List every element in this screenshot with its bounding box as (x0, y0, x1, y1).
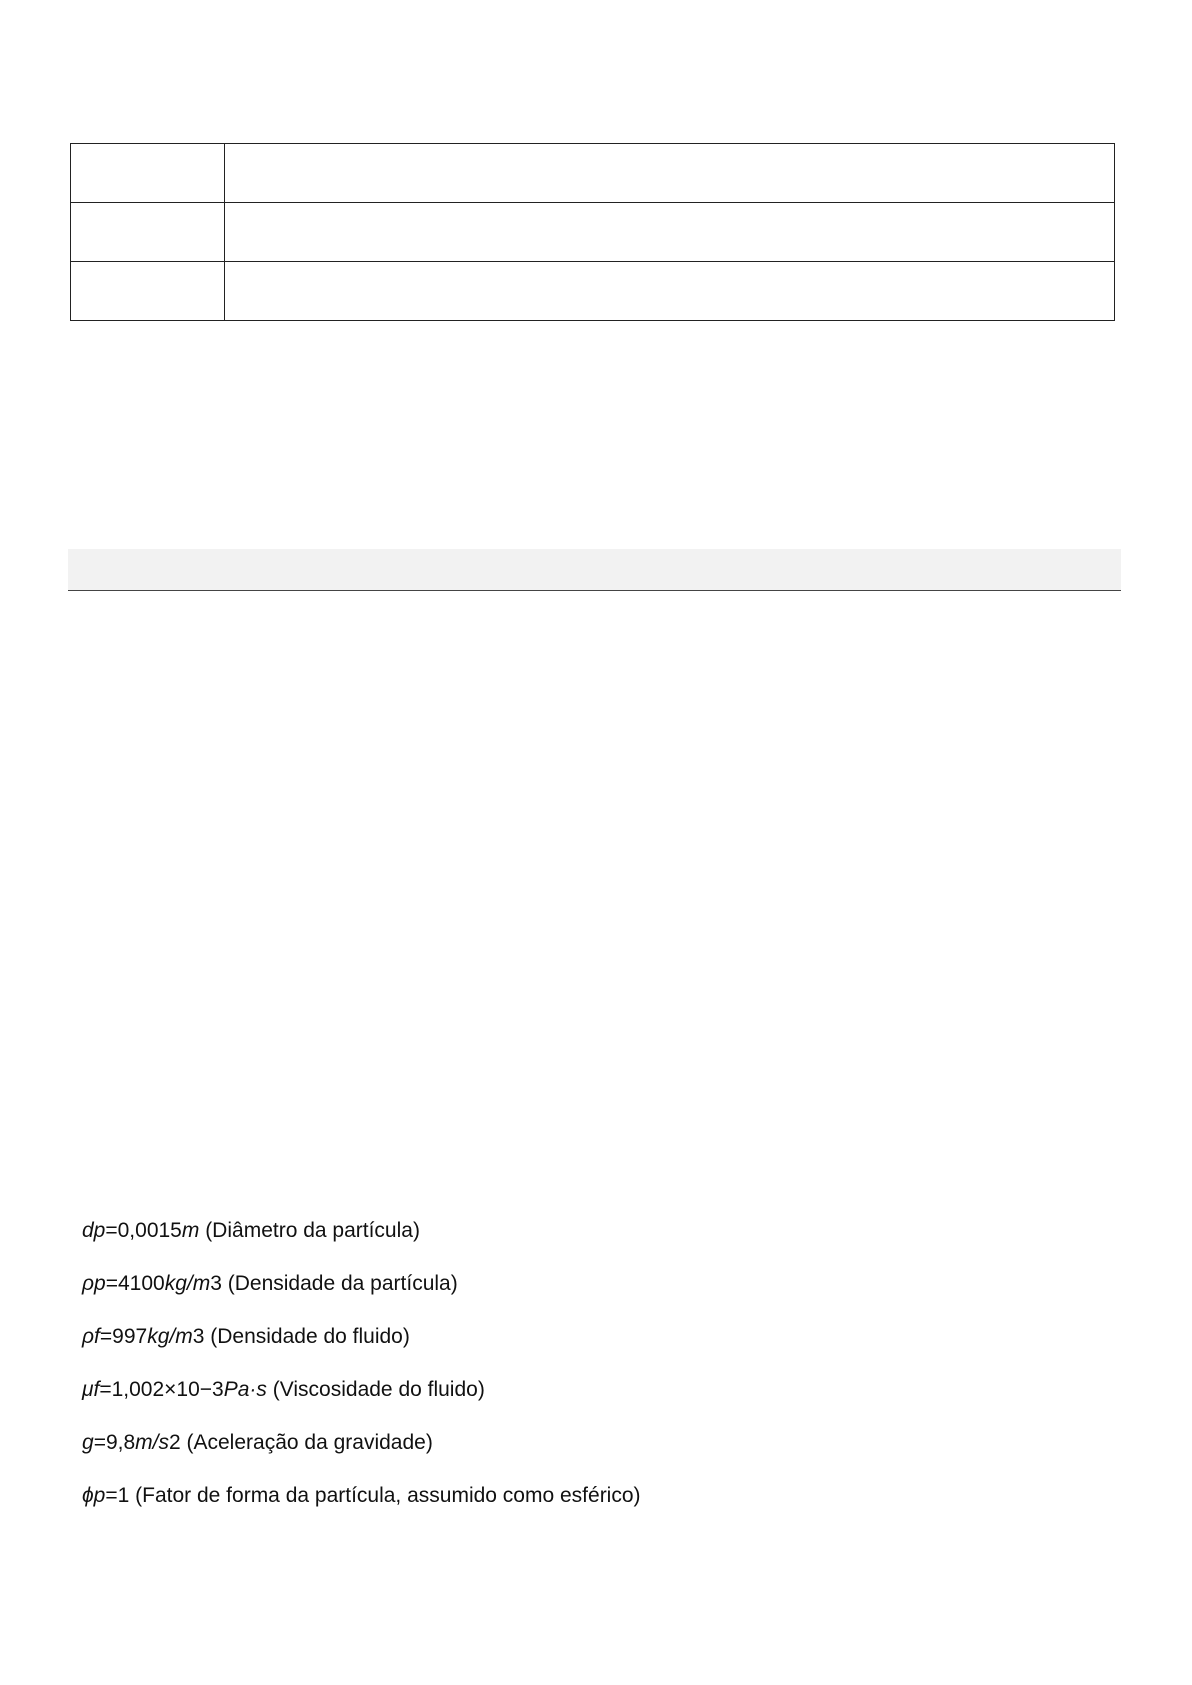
parameter-value: =4100 (105, 1272, 165, 1295)
parameter-list (82, 1218, 641, 1536)
parameter-item (82, 1377, 641, 1402)
table-cell-value (225, 203, 1115, 262)
parameter-unit-exponent: 3 (210, 1272, 222, 1295)
table-row (71, 262, 1115, 321)
parameter-unit-exponent: 2 (168, 1431, 181, 1454)
parameter-value: =997 (99, 1325, 148, 1348)
parameter-symbol: ϕp (82, 1484, 106, 1507)
parameter-description: (Viscosidade do fluido) (266, 1378, 485, 1401)
parameter-value: =1,002×10−3 (99, 1378, 224, 1401)
table-cell-value (225, 262, 1115, 321)
parameter-symbol: dp (82, 1219, 106, 1242)
parameter-description: (Diâmetro da partícula) (199, 1219, 420, 1242)
parameter-value: =1 (105, 1484, 130, 1507)
parameter-description: (Densidade do fluido) (204, 1325, 410, 1348)
parameter-symbol: g (82, 1431, 94, 1454)
parameter-value: =0,0015 (105, 1219, 182, 1242)
parameter-item (82, 1324, 641, 1349)
table-cell-label (71, 262, 225, 321)
parameter-value: =9,8 (93, 1431, 136, 1454)
parameter-unit: kg/m (147, 1325, 193, 1348)
parameter-item (82, 1483, 641, 1508)
table-row (71, 144, 1115, 203)
parameter-description: (Fator de forma da partícula, assumido como esférico) (129, 1484, 641, 1507)
parameter-unit: kg/m (164, 1272, 211, 1295)
table-cell-value (225, 144, 1115, 203)
table-cell-label (71, 144, 225, 203)
table-cell-label (71, 203, 225, 262)
parameter-symbol: μf (82, 1378, 100, 1401)
parameter-description: (Aceleração da gravidade) (180, 1431, 433, 1454)
parameter-unit: m (181, 1219, 200, 1242)
section-header-bar (68, 549, 1121, 591)
parameter-symbol: ρp (82, 1272, 106, 1295)
top-table (70, 143, 1115, 321)
parameter-item (82, 1271, 641, 1296)
parameter-item (82, 1218, 641, 1243)
parameter-item (82, 1430, 641, 1455)
parameter-unit-exponent: 3 (192, 1325, 205, 1348)
parameter-unit: m/s (135, 1431, 169, 1454)
parameter-description: (Densidade da partícula) (221, 1272, 458, 1295)
parameter-symbol: ρf (82, 1325, 100, 1348)
table-row (71, 203, 1115, 262)
parameter-unit: Pa·s (223, 1378, 267, 1401)
